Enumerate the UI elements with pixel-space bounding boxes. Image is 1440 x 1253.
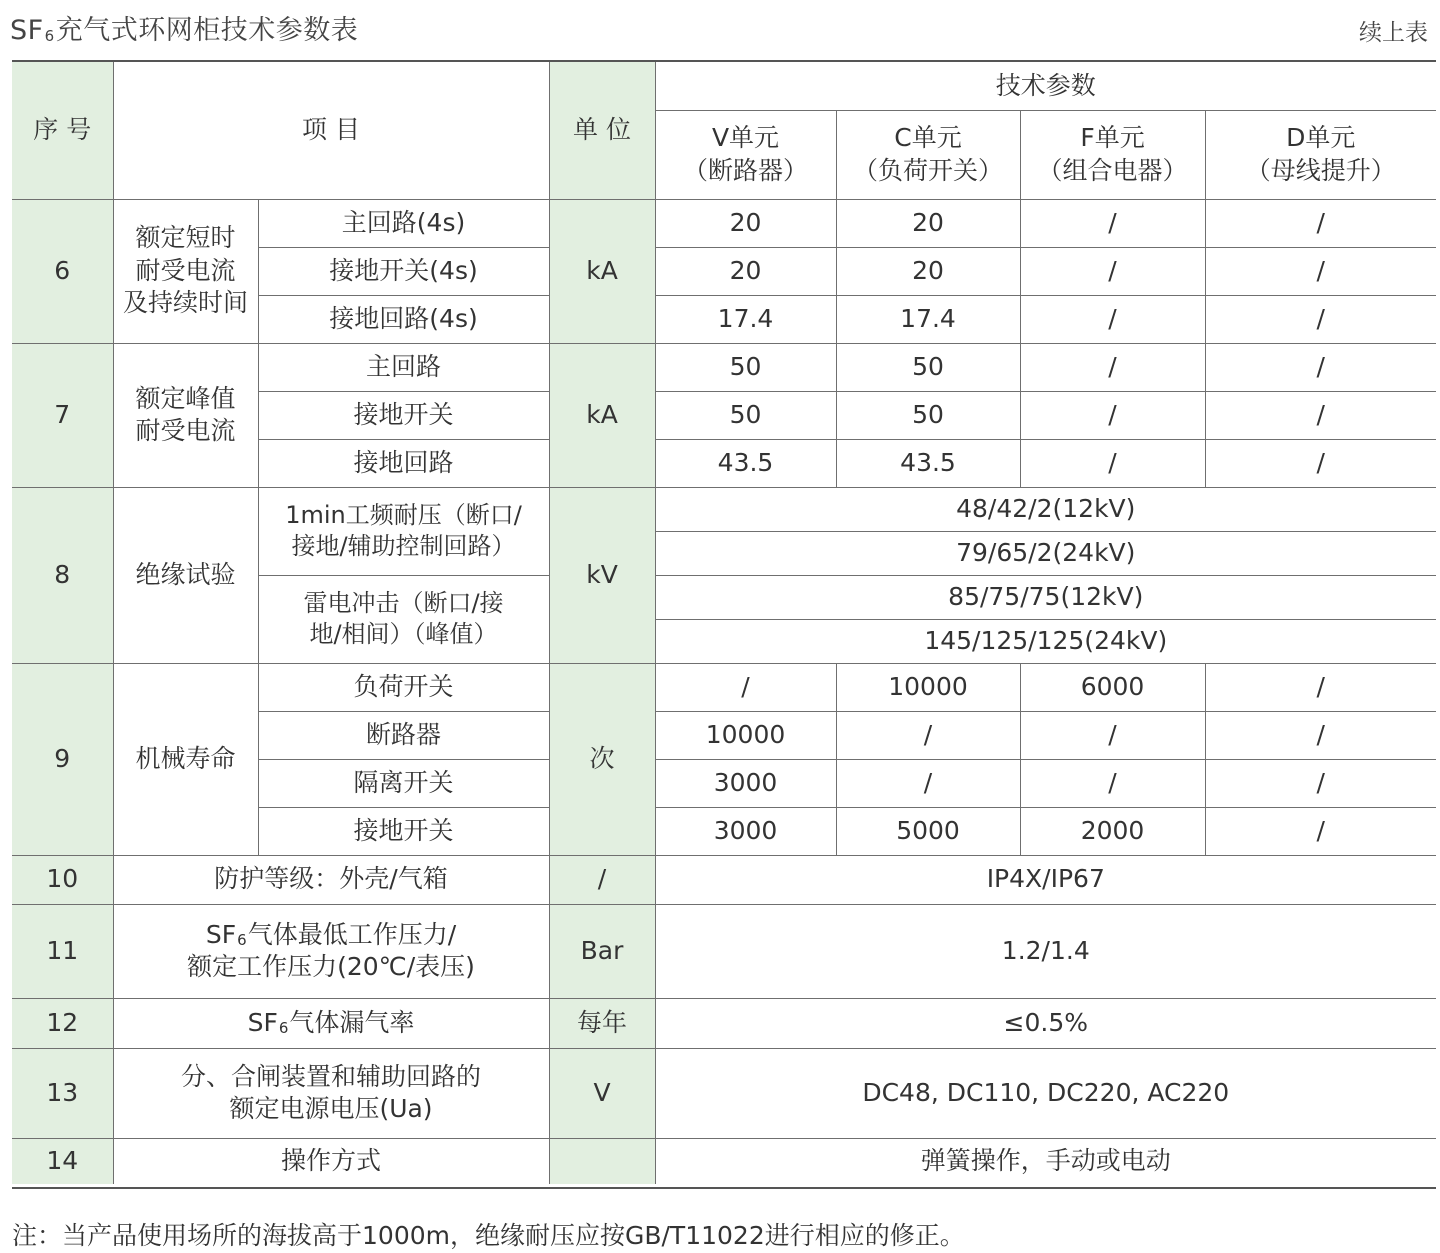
row-unit: kA [549, 343, 655, 487]
value-f: / [1020, 711, 1205, 759]
row-item: SF6气体最低工作压力/ 额定工作压力(20℃/表压) [113, 904, 549, 998]
row-item: 分、合闸装置和辅助回路的 额定电源电压(Ua) [113, 1048, 549, 1138]
row-unit: / [549, 855, 655, 904]
value-merged: 85/75/75(12kV) [655, 575, 1436, 619]
value-f: / [1020, 391, 1205, 439]
row-no: 14 [12, 1138, 113, 1184]
row-subitem: 接地回路(4s) [258, 295, 549, 343]
row-unit: 次 [549, 663, 655, 855]
value-f: / [1020, 759, 1205, 807]
row-subitem: 断路器 [258, 711, 549, 759]
value-v: 10000 [655, 711, 836, 759]
value-d: / [1205, 807, 1436, 855]
row-subitem: 接地开关 [258, 391, 549, 439]
value-f: / [1020, 247, 1205, 295]
row-unit: 每年 [549, 998, 655, 1048]
row-item: 防护等级：外壳/气箱 [113, 855, 549, 904]
table-row [12, 1048, 1436, 1138]
row-no: 13 [12, 1048, 113, 1138]
table-row [12, 1138, 1436, 1184]
row-subitem: 1min工频耐压（断口/ 接地/辅助控制回路） [258, 487, 549, 575]
row-subitem: 主回路(4s) [258, 199, 549, 247]
value-c: / [836, 759, 1020, 807]
value-v: 50 [655, 391, 836, 439]
value-d: / [1205, 711, 1436, 759]
row-subitem: 负荷开关 [258, 663, 549, 711]
row-subitem: 接地开关(4s) [258, 247, 549, 295]
value-merged: 1.2/1.4 [655, 904, 1436, 998]
row-unit: kA [549, 199, 655, 343]
table-row [12, 343, 1436, 391]
row-item: 额定短时 耐受电流 及持续时间 [113, 199, 258, 343]
unit-d-header: D单元 （母线提升） [1205, 110, 1436, 199]
value-merged: IP4X/IP67 [655, 855, 1436, 904]
table-row [12, 998, 1436, 1048]
header-no: 序 号 [12, 62, 113, 199]
value-d: / [1205, 439, 1436, 487]
value-merged: 79/65/2(24kV) [655, 531, 1436, 575]
value-f: / [1020, 343, 1205, 391]
value-merged: 48/42/2(12kV) [655, 487, 1436, 531]
row-no: 8 [12, 487, 113, 663]
value-f: 2000 [1020, 807, 1205, 855]
row-unit: V [549, 1048, 655, 1138]
value-c: 50 [836, 391, 1020, 439]
row-no: 10 [12, 855, 113, 904]
value-d: / [1205, 199, 1436, 247]
value-d: / [1205, 663, 1436, 711]
row-no: 6 [12, 199, 113, 343]
value-c: 50 [836, 343, 1020, 391]
row-subitem: 接地回路 [258, 439, 549, 487]
value-v: / [655, 663, 836, 711]
row-no: 11 [12, 904, 113, 998]
value-d: / [1205, 247, 1436, 295]
table-row [12, 663, 1436, 711]
row-unit: Bar [549, 904, 655, 998]
table-title: SF6充气式环网柜技术参数表 [10, 15, 359, 46]
header-params: 技术参数 [655, 62, 1436, 110]
row-item: 机械寿命 [113, 663, 258, 855]
value-merged: 145/125/125(24kV) [655, 619, 1436, 663]
table-row [12, 199, 1436, 247]
row-no: 12 [12, 998, 113, 1048]
row-item: 绝缘试验 [113, 487, 258, 663]
unit-f-header: F单元 （组合电器） [1020, 110, 1205, 199]
value-c: 20 [836, 247, 1020, 295]
row-unit: kV [549, 487, 655, 663]
value-v: 20 [655, 199, 836, 247]
row-item: 操作方式 [113, 1138, 549, 1184]
value-v: 3000 [655, 807, 836, 855]
table-row [12, 904, 1436, 998]
row-subitem: 雷电冲击（断口/接 地/相间）（峰值） [258, 575, 549, 663]
value-f: / [1020, 295, 1205, 343]
header-row [12, 62, 1436, 110]
table-row [12, 487, 1436, 531]
row-item: 额定峰值 耐受电流 [113, 343, 258, 487]
value-c: 5000 [836, 807, 1020, 855]
unit-v-header: V单元 （断路器） [655, 110, 836, 199]
row-no: 9 [12, 663, 113, 855]
bottom-rule [12, 1187, 1436, 1189]
header-item: 项 目 [113, 62, 549, 199]
value-v: 43.5 [655, 439, 836, 487]
value-c: 43.5 [836, 439, 1020, 487]
row-item: SF6气体漏气率 [113, 998, 549, 1048]
row-subitem: 主回路 [258, 343, 549, 391]
value-f: / [1020, 439, 1205, 487]
spec-table [12, 62, 1436, 1184]
value-v: 50 [655, 343, 836, 391]
value-f: / [1020, 199, 1205, 247]
value-c: 17.4 [836, 295, 1020, 343]
row-subitem: 隔离开关 [258, 759, 549, 807]
footnote: 注：当产品使用场所的海拔高于1000m，绝缘耐压应按GB/T11022进行相应的修正。 [12, 1221, 965, 1250]
table-row [12, 855, 1436, 904]
value-merged: 弹簧操作，手动或电动 [655, 1138, 1436, 1184]
value-c: 10000 [836, 663, 1020, 711]
value-d: / [1205, 759, 1436, 807]
value-d: / [1205, 343, 1436, 391]
value-d: / [1205, 391, 1436, 439]
value-c: / [836, 711, 1020, 759]
value-merged: ≤0.5% [655, 998, 1436, 1048]
row-no: 7 [12, 343, 113, 487]
value-v: 3000 [655, 759, 836, 807]
unit-c-header: C单元 （负荷开关） [836, 110, 1020, 199]
value-f: 6000 [1020, 663, 1205, 711]
value-v: 20 [655, 247, 836, 295]
row-unit [549, 1138, 655, 1184]
value-c: 20 [836, 199, 1020, 247]
value-merged: DC48, DC110, DC220, AC220 [655, 1048, 1436, 1138]
row-subitem: 接地开关 [258, 807, 549, 855]
value-d: / [1205, 295, 1436, 343]
continued-label: 续上表 [1359, 20, 1428, 46]
header-unit: 单 位 [549, 62, 655, 199]
value-v: 17.4 [655, 295, 836, 343]
